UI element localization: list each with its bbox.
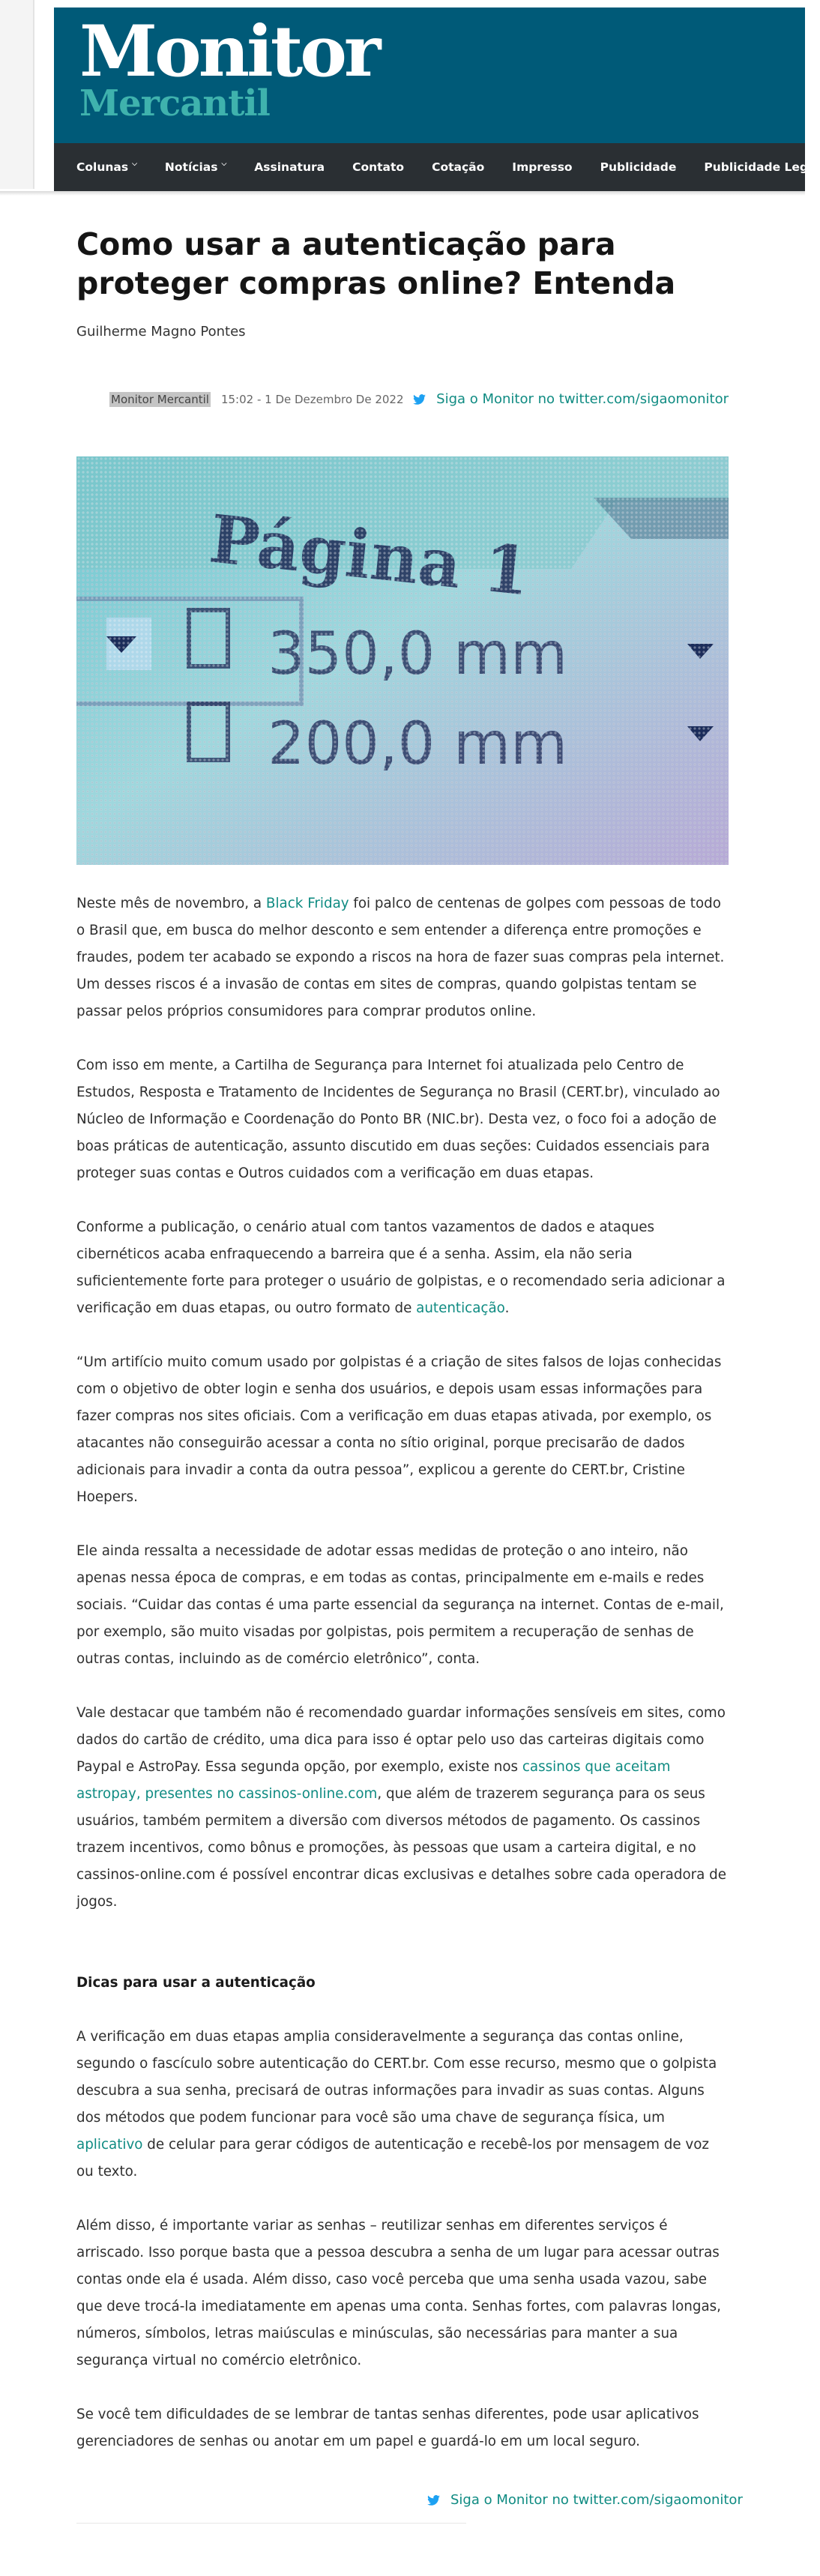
text: de celular para gerar códigos de autenticação e recebê-los por mensagem de voz ou texto. [76, 2137, 709, 2180]
publish-date: 15:02 - 1 De Dezembro De 2022 [220, 392, 404, 406]
nav-label: Notícias [164, 160, 218, 174]
chevron-down-icon: ⌵ [132, 160, 137, 168]
header-shadow [0, 191, 805, 196]
paragraph [76, 1700, 729, 1916]
black-friday-link[interactable]: Black Friday [265, 896, 349, 911]
site-logo[interactable] [79, 10, 379, 124]
left-rail [0, 0, 34, 189]
nav-item-cotacao[interactable]: Cotação [432, 160, 485, 174]
nav-item-impresso[interactable]: Impresso [512, 160, 573, 174]
source-badge[interactable]: Monitor Mercantil [111, 392, 209, 406]
twitter-follow-text: Siga o Monitor no twitter.com/sigaomonitor [436, 391, 729, 407]
chevron-down-icon: ⌵ [221, 160, 227, 168]
article-title: Como usar a autenticação para proteger compras online? Entenda [76, 226, 676, 301]
section-heading: Dicas para usar a autenticação [76, 1975, 316, 1991]
twitter-follow-text: Siga o Monitor no twitter.com/sigaomonitor [450, 2492, 743, 2508]
article-hero-image [76, 456, 729, 865]
text: Vale destacar que também não é recomendado guardar informações sensíveis em sites, como dados do cartão de crédito, uma dica para isso é optar pelo uso das carteiras digitais como Paypal e AstroPay. Essa segunda opção, por exemplo, existe nos [76, 1705, 726, 1775]
twitter-follow-link[interactable] [413, 391, 729, 407]
twitter-icon [427, 2495, 440, 2506]
twitter-follow-link-bottom[interactable] [427, 2492, 743, 2508]
paragraph [76, 890, 729, 1025]
cassinos-astropay-link[interactable]: cassinos que aceitam astropay, presentes no cassinos-online.com [76, 1759, 671, 1802]
logo-monitor: Monitor [79, 10, 379, 93]
autenticacao-link[interactable]: autenticação [416, 1300, 505, 1316]
text: , que além de trazerem segurança para os seus usuários, também permitem a diversão com diversos métodos de pagamento. Os cassinos trazem incentivos, como bônus e promoções, às pessoas que usam a carteira digital, e no cassinos-online.com é possível encontrar dicas exclusivas e detalhes sobre cada operadora de jogos. [76, 1786, 727, 1910]
text: A verificação em duas etapas amplia consideravelmente a segurança das contas online, segundo o fascículo sobre autenticação do CERT.br. Com esse recurso, mesmo que o golpista descubra a sua senha, precisará de outras informações para invadir as suas contas. Alguns dos métodos que podem funcionar para você são uma chave de segurança física, um [76, 2029, 717, 2126]
text: . [504, 1300, 510, 1316]
nav-item-colunas[interactable] [76, 160, 137, 174]
paragraph: Com isso em mente, a Cartilha de Segurança para Internet foi atualizada pelo Centro de Estudos, Resposta e Tratamento de Incidentes de Segurança no Brasil (CERT.br), vinculado ao Núcleo de Informação e Coordenação do Ponto BR (NIC.br). Desta vez, o foco foi a adoção de boas práticas de autenticação, assunto discutido em duas seções: Cuidados essenciais para proteger suas contas e Outros cuidados com a verificação em duas etapas. [76, 1058, 720, 1181]
article-body [76, 890, 729, 2482]
text: Neste mês de novembro, a [76, 896, 266, 911]
nav-item-noticias[interactable] [165, 160, 226, 174]
nav-item-publicidade-legal[interactable]: Publicidade Legal [704, 160, 820, 174]
nav-item-publicidade[interactable]: Publicidade [600, 160, 677, 174]
article-meta [109, 391, 729, 407]
main-nav [54, 143, 820, 191]
hero-screen-photo [76, 456, 729, 865]
paragraph [76, 1214, 729, 1322]
article-author[interactable]: Guilherme Magno Pontes [76, 324, 246, 340]
article-header [76, 225, 729, 340]
twitter-icon [413, 394, 426, 405]
text: foi palco de centenas de golpes com pessoas de todo o Brasil que, em busca do melhor desconto e sem entender a diferença entre promoções e fraudes, podem ter acabado se expondo a riscos na hora de fazer suas compras pela internet. Um desses riscos é a invasão de contas em sites de compras, quando golpistas tentam se passar pelos próprios consumidores para comprar produtos online. [76, 896, 725, 1019]
logo-mercantil: Mercantil [79, 82, 270, 124]
paragraph: Além disso, é importante variar as senhas – reutilizar senhas em diferentes serviços é arriscado. Isso porque basta que a pessoa descubra a senha de um lugar para acessar outras contas onde ela é usada. Além disso, caso você perceba que uma senha usada vazou, sabe que deve trocá-la imediatamente em apenas uma conta. Senhas fortes, com palavras longas, números, símbolos, letras maiúsculas e minúsculas, são necessárias para manter a sua segurança virtual no comércio eletrônico. [76, 2218, 721, 2368]
nav-label: Colunas [76, 160, 129, 174]
nav-item-contato[interactable]: Contato [352, 160, 405, 174]
paragraph: “Um artifício muito comum usado por golpistas é a criação de sites falsos de lojas conhecidas com o objetivo de obter login e senha dos usuários, e depois usam essas informações para fazer compras nos sites oficiais. Com a verificação em duas etapas ativada, por exemplo, os atacantes não conseguirão acessar a conta no sítio original, porque precisarão de dados adicionais para invadir a conta da outra pessoa”, explicou a gerente do CERT.br, Cristine Hoepers. [76, 1354, 722, 1505]
nav-item-assinatura[interactable]: Assinatura [254, 160, 325, 174]
paragraph: Ele ainda ressalta a necessidade de adotar essas medidas de proteção o ano inteiro, não apenas nessa época de compras, e em todas as contas, principalmente em e-mails e redes sociais. “Cuidar das contas é uma parte essencial da segurança na internet. Contas de e-mail, por exemplo, são muito visadas por golpistas, pois permitem a recuperação de senhas de outras contas, incluindo as de comércio eletrônico”, conta. [76, 1543, 724, 1667]
text: Conforme a publicação, o cenário atual com tantos vazamentos de dados e ataques cibernéticos acaba enfraquecendo a barreira que é a senha. Assim, ela não seria suficientemente forte para proteger o usuário de golpistas, e o recomendado seria adicionar a verificação em duas etapas, ou outro formato de [76, 1219, 726, 1316]
aplicativo-link[interactable]: aplicativo [76, 2137, 143, 2153]
paragraph [76, 2024, 729, 2186]
paragraph: Se você tem dificuldades de se lembrar de tantas senhas diferentes, pode usar aplicativos gerenciadores de senhas ou anotar em um papel e guardá-lo em um local seguro. [76, 2407, 699, 2449]
divider [76, 2523, 466, 2524]
